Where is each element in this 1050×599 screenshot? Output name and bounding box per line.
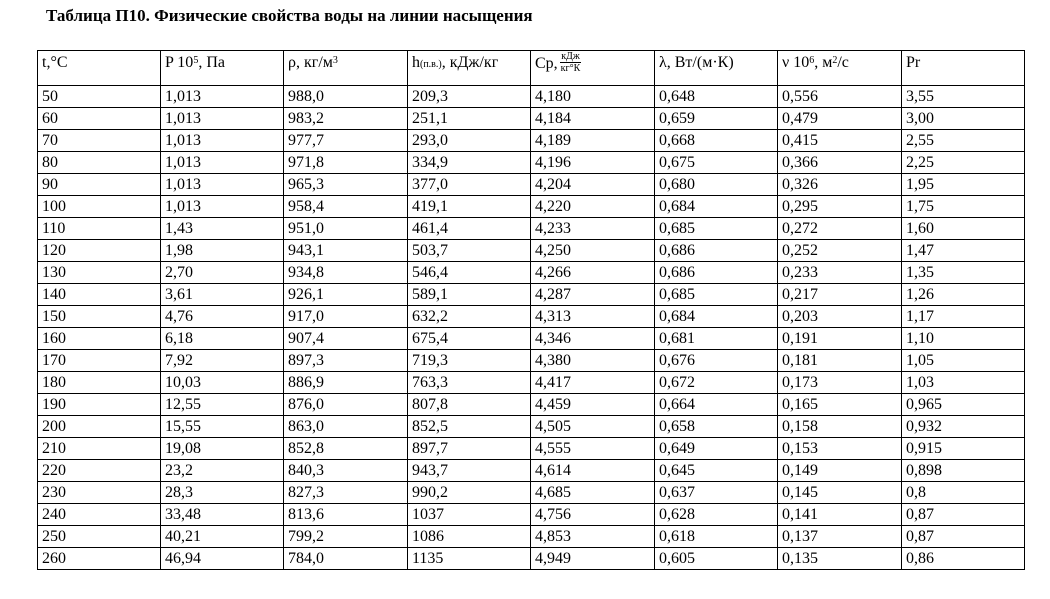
cell-temperature: 90 [38,174,161,196]
cell-heat-capacity: 4,189 [531,130,655,152]
cell-conductivity: 0,686 [655,262,778,284]
cell-enthalpy: 675,4 [408,328,531,350]
cell-prandtl: 0,87 [902,504,1025,526]
cell-pressure: 33,48 [161,504,284,526]
cell-pressure: 4,76 [161,306,284,328]
cell-heat-capacity: 4,233 [531,218,655,240]
cell-viscosity: 0,326 [778,174,902,196]
header-pressure: P $10^5$, Па [161,51,284,86]
cell-density: 917,0 [284,306,408,328]
cell-pressure: 1,013 [161,130,284,152]
cell-conductivity: 0,658 [655,416,778,438]
cell-heat-capacity: 4,287 [531,284,655,306]
cell-temperature: 70 [38,130,161,152]
cell-temperature: 50 [38,86,161,108]
cell-temperature: 250 [38,526,161,548]
cell-prandtl: 1,05 [902,350,1025,372]
cell-pressure: 28,3 [161,482,284,504]
cell-temperature: 210 [38,438,161,460]
cell-prandtl: 2,55 [902,130,1025,152]
cell-prandtl: 1,47 [902,240,1025,262]
table-row [38,218,1025,240]
cell-pressure: 1,013 [161,152,284,174]
cell-density: 926,1 [284,284,408,306]
cell-enthalpy: 546,4 [408,262,531,284]
cell-heat-capacity: 4,266 [531,262,655,284]
cell-conductivity: 0,637 [655,482,778,504]
cell-density: 977,7 [284,130,408,152]
cell-viscosity: 0,479 [778,108,902,130]
cell-enthalpy: 1037 [408,504,531,526]
cell-density: 784,0 [284,548,408,570]
cell-enthalpy: 377,0 [408,174,531,196]
cell-prandtl: 1,26 [902,284,1025,306]
cell-prandtl: 0,932 [902,416,1025,438]
cell-prandtl: 1,17 [902,306,1025,328]
cell-conductivity: 0,672 [655,372,778,394]
cell-heat-capacity: 4,505 [531,416,655,438]
header-enthalpy: h(п.в.), кДж/кг [408,51,531,86]
table-row [38,262,1025,284]
cell-density: 840,3 [284,460,408,482]
cell-temperature: 200 [38,416,161,438]
cell-viscosity: 0,556 [778,86,902,108]
cell-viscosity: 0,252 [778,240,902,262]
cell-heat-capacity: 4,180 [531,86,655,108]
cell-heat-capacity: 4,459 [531,394,655,416]
cell-prandtl: 1,60 [902,218,1025,240]
cell-prandtl: 1,75 [902,196,1025,218]
cell-prandtl: 3,00 [902,108,1025,130]
cell-heat-capacity: 4,313 [531,306,655,328]
cell-conductivity: 0,685 [655,284,778,306]
cell-viscosity: 0,191 [778,328,902,350]
cell-viscosity: 0,158 [778,416,902,438]
cell-viscosity: 0,181 [778,350,902,372]
cell-conductivity: 0,645 [655,460,778,482]
cell-prandtl: 0,86 [902,548,1025,570]
header-density: ρ, $кг/м^3$ [284,51,408,86]
cell-temperature: 100 [38,196,161,218]
cell-enthalpy: 719,3 [408,350,531,372]
table-row [38,130,1025,152]
cell-density: 897,3 [284,350,408,372]
cell-viscosity: 0,165 [778,394,902,416]
cell-conductivity: 0,664 [655,394,778,416]
header-row [38,51,1025,86]
cell-heat-capacity: 4,204 [531,174,655,196]
cell-heat-capacity: 4,949 [531,548,655,570]
table-row [38,196,1025,218]
cell-enthalpy: 990,2 [408,482,531,504]
cell-enthalpy: 1135 [408,548,531,570]
cell-pressure: 1,013 [161,108,284,130]
cell-heat-capacity: 4,614 [531,460,655,482]
cell-density: 799,2 [284,526,408,548]
cell-enthalpy: 461,4 [408,218,531,240]
cell-temperature: 60 [38,108,161,130]
cell-prandtl: 2,25 [902,152,1025,174]
cell-density: 863,0 [284,416,408,438]
cell-conductivity: 0,684 [655,196,778,218]
cell-enthalpy: 419,1 [408,196,531,218]
table-row [38,306,1025,328]
cell-pressure: 1,013 [161,174,284,196]
cell-heat-capacity: 4,685 [531,482,655,504]
cell-temperature: 160 [38,328,161,350]
cell-density: 971,8 [284,152,408,174]
cell-heat-capacity: 4,220 [531,196,655,218]
cell-pressure: 1,013 [161,196,284,218]
cell-prandtl: 1,03 [902,372,1025,394]
header-temperature: t,°C [38,51,161,86]
cell-conductivity: 0,681 [655,328,778,350]
cell-pressure: 46,94 [161,548,284,570]
cell-enthalpy: 897,7 [408,438,531,460]
table-row [38,438,1025,460]
header-viscosity: ν $10^6$, $м^2/с$ [778,51,902,86]
cell-viscosity: 0,145 [778,482,902,504]
cell-temperature: 120 [38,240,161,262]
cell-prandtl: 1,10 [902,328,1025,350]
cell-temperature: 130 [38,262,161,284]
cell-enthalpy: 807,8 [408,394,531,416]
cell-conductivity: 0,605 [655,548,778,570]
cell-conductivity: 0,648 [655,86,778,108]
cell-density: 983,2 [284,108,408,130]
cell-prandtl: 1,35 [902,262,1025,284]
cell-density: 934,8 [284,262,408,284]
cell-temperature: 260 [38,548,161,570]
cell-pressure: 7,92 [161,350,284,372]
cell-density: 852,8 [284,438,408,460]
cell-enthalpy: 334,9 [408,152,531,174]
cell-temperature: 140 [38,284,161,306]
cell-temperature: 240 [38,504,161,526]
table-row [38,504,1025,526]
cell-viscosity: 0,153 [778,438,902,460]
cell-heat-capacity: 4,184 [531,108,655,130]
cell-conductivity: 0,685 [655,218,778,240]
cell-heat-capacity: 4,196 [531,152,655,174]
table-row [38,108,1025,130]
table-row [38,284,1025,306]
cell-viscosity: 0,137 [778,526,902,548]
cell-pressure: 10,03 [161,372,284,394]
cell-enthalpy: 251,1 [408,108,531,130]
cell-conductivity: 0,684 [655,306,778,328]
table-row [38,416,1025,438]
cell-conductivity: 0,659 [655,108,778,130]
cell-pressure: 40,21 [161,526,284,548]
cell-density: 907,4 [284,328,408,350]
table-row [38,394,1025,416]
cell-enthalpy: 632,2 [408,306,531,328]
cell-viscosity: 0,272 [778,218,902,240]
cell-temperature: 150 [38,306,161,328]
cell-density: 958,4 [284,196,408,218]
cell-prandtl: 0,8 [902,482,1025,504]
cell-pressure: 1,013 [161,86,284,108]
cell-pressure: 6,18 [161,328,284,350]
cell-temperature: 230 [38,482,161,504]
table-row [38,526,1025,548]
table-row [38,460,1025,482]
cell-heat-capacity: 4,756 [531,504,655,526]
cell-heat-capacity: 4,853 [531,526,655,548]
cell-prandtl: 0,898 [902,460,1025,482]
cell-temperature: 80 [38,152,161,174]
table-row [38,86,1025,108]
cell-prandtl: 0,915 [902,438,1025,460]
cell-enthalpy: 852,5 [408,416,531,438]
cell-conductivity: 0,649 [655,438,778,460]
cell-pressure: 3,61 [161,284,284,306]
cell-density: 951,0 [284,218,408,240]
cell-pressure: 19,08 [161,438,284,460]
cell-viscosity: 0,415 [778,130,902,152]
cell-density: 827,3 [284,482,408,504]
cell-temperature: 180 [38,372,161,394]
table-row [38,372,1025,394]
cell-conductivity: 0,680 [655,174,778,196]
cell-conductivity: 0,628 [655,504,778,526]
cell-temperature: 110 [38,218,161,240]
cell-heat-capacity: 4,346 [531,328,655,350]
header-prandtl: Pr [902,51,1025,86]
cell-density: 965,3 [284,174,408,196]
cell-temperature: 170 [38,350,161,372]
cell-prandtl: 1,95 [902,174,1025,196]
header-conductivity: λ, Вт/(м·К) [655,51,778,86]
table-row [38,152,1025,174]
water-properties-table [37,50,1025,570]
cell-pressure: 12,55 [161,394,284,416]
cell-conductivity: 0,618 [655,526,778,548]
cell-pressure: 2,70 [161,262,284,284]
cell-enthalpy: 943,7 [408,460,531,482]
table-row [38,482,1025,504]
cell-viscosity: 0,295 [778,196,902,218]
table-row [38,328,1025,350]
cell-conductivity: 0,686 [655,240,778,262]
cell-density: 886,9 [284,372,408,394]
cell-heat-capacity: 4,380 [531,350,655,372]
cell-heat-capacity: 4,417 [531,372,655,394]
cell-viscosity: 0,217 [778,284,902,306]
cell-heat-capacity: 4,250 [531,240,655,262]
cell-pressure: 1,98 [161,240,284,262]
cell-density: 813,6 [284,504,408,526]
cell-enthalpy: 293,0 [408,130,531,152]
cell-enthalpy: 763,3 [408,372,531,394]
header-heat-capacity: Cp, $\frac{\text{кДж}}{кг^\circ К}$ [531,51,655,86]
cell-viscosity: 0,149 [778,460,902,482]
cell-enthalpy: 209,3 [408,86,531,108]
cell-density: 943,1 [284,240,408,262]
cell-viscosity: 0,203 [778,306,902,328]
cell-pressure: 15,55 [161,416,284,438]
table-row [38,174,1025,196]
cell-density: 876,0 [284,394,408,416]
cell-viscosity: 0,141 [778,504,902,526]
cell-prandtl: 3,55 [902,86,1025,108]
cell-viscosity: 0,366 [778,152,902,174]
cell-viscosity: 0,173 [778,372,902,394]
cell-enthalpy: 589,1 [408,284,531,306]
table-row [38,350,1025,372]
cell-conductivity: 0,676 [655,350,778,372]
cell-pressure: 23,2 [161,460,284,482]
cell-enthalpy: 503,7 [408,240,531,262]
cell-enthalpy: 1086 [408,526,531,548]
cell-viscosity: 0,135 [778,548,902,570]
cell-pressure: 1,43 [161,218,284,240]
table-row [38,548,1025,570]
cell-heat-capacity: 4,555 [531,438,655,460]
cell-temperature: 220 [38,460,161,482]
table-title: Таблица П10. Физические свойства воды на линии насыщения [46,6,533,25]
cell-viscosity: 0,233 [778,262,902,284]
table-row [38,240,1025,262]
cell-temperature: 190 [38,394,161,416]
cell-conductivity: 0,675 [655,152,778,174]
cell-density: 988,0 [284,86,408,108]
cell-prandtl: 0,87 [902,526,1025,548]
cell-prandtl: 0,965 [902,394,1025,416]
cell-conductivity: 0,668 [655,130,778,152]
